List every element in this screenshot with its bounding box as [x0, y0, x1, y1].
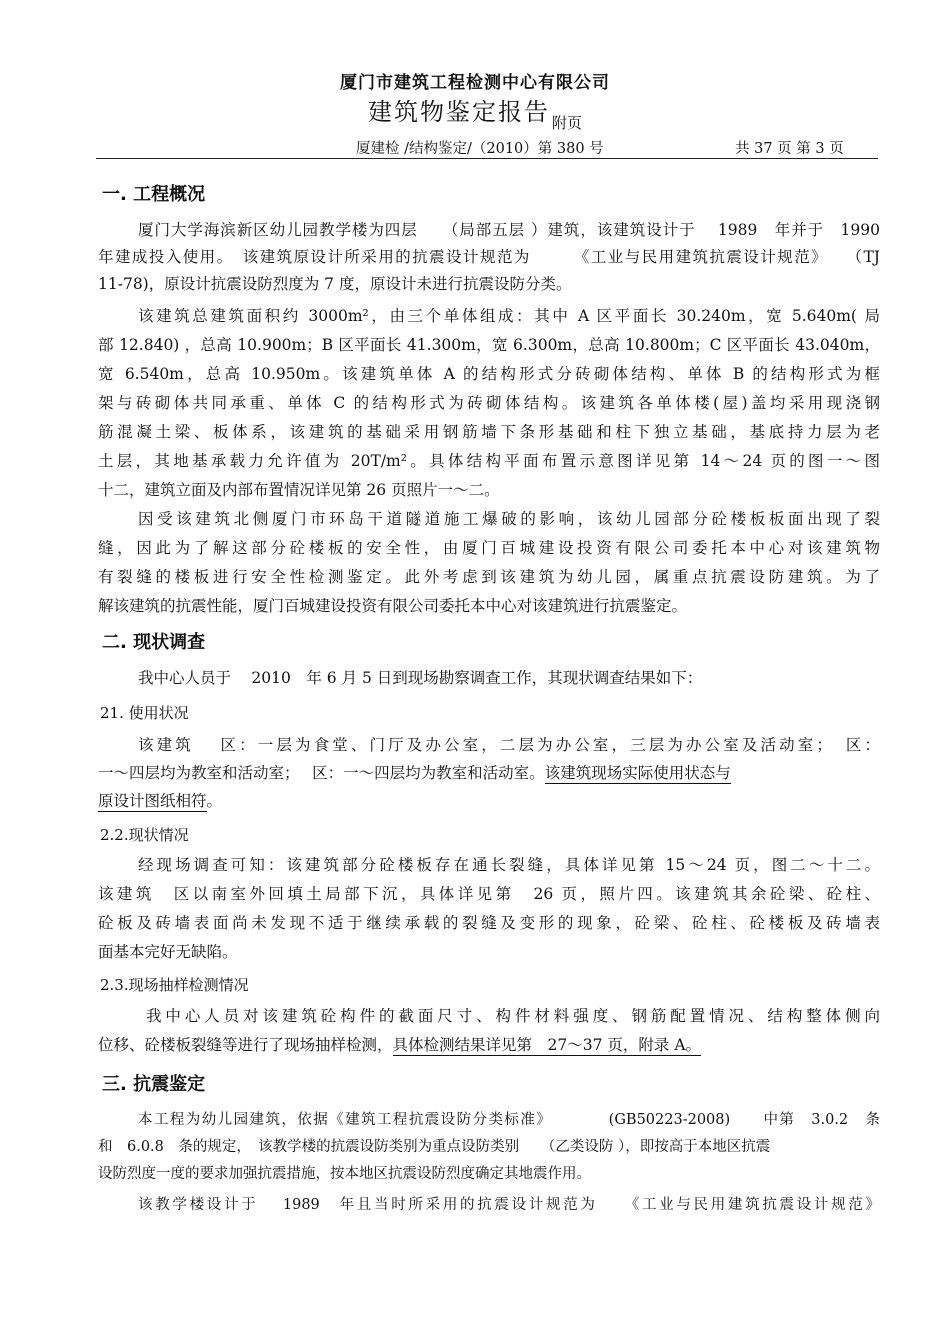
section-heading-survey: 二. 现状调查 [102, 632, 206, 653]
paragraph-line: 十二，建筑立面及内部布置情况详见第 26 页照片一～二。 [98, 481, 500, 499]
subsection-heading: 2.2.现状情况 [100, 826, 189, 844]
paragraph-line [98, 1033, 880, 1057]
organization-name: 厦门市建筑工程检测中心有限公司 [340, 73, 610, 93]
paragraph-line: 因受该建筑北侧厦门市环岛干道隧道施工爆破的影响，该幼儿园部分砼楼板板面出现了裂 [138, 510, 880, 528]
underlined-text: 原设计图纸相符 [98, 792, 207, 810]
paragraph-line: 部 12.840) ，总高 10.900m；B 区平面长 41.300m，宽 6.300m，总高 10.800m；C 区平面长 43.040m， [98, 336, 880, 354]
underlined-text: 具体检测结果详见第 27～37 页，附录 A。 [392, 1036, 702, 1054]
section-heading-overview: 一. 工程概况 [102, 184, 206, 205]
paragraph-line: 解该建筑的抗震性能，厦门百城建设投资有限公司委托本中心对该建筑进行抗震鉴定。 [98, 597, 688, 615]
paragraph-line: 砼板及砖墙表面尚未发现不适于继续承载的裂缝及变形的现象，砼梁、砼柱、砼楼板及砖墙表 [98, 914, 880, 932]
paragraph-line [98, 789, 880, 813]
paragraph-line: 有裂缝的楼板进行安全性检测鉴定。此外考虑到该建筑为幼儿园，属重点抗震设防建筑。为了 [98, 568, 880, 586]
paragraph-line: 本工程为幼儿园建筑，依据《建筑工程抗震设防分类标准》 (GB50223-2008) 中第 3.0.2 条 [138, 1112, 880, 1128]
paragraph-line: 我中心人员于 2010 年 6 月 5 日到现场勘察调查工作，其现状调查结果如下： [138, 669, 703, 687]
paragraph-line: 设防烈度一度的要求加强抗震措施，按本地区抗震设防烈度确定其地震作用。 [98, 1166, 591, 1182]
subsection-heading: 2.3.现场抽样检测情况 [100, 976, 249, 994]
report-title-text: 建筑物鉴定报告 [367, 98, 550, 126]
paragraph-line: 该建筑总建筑面积约 3000m²，由三个单体组成：其中 A 区平面长 30.240m，宽 5.640m( 局 [138, 307, 880, 325]
text-run: 位移、砼楼板裂缝等进行了现场抽样检测， [98, 1036, 393, 1054]
text-run: 。 [206, 792, 223, 810]
underlined-text: 该建筑现场实际使用状态与 [544, 764, 731, 782]
report-subtitle: 附页 [551, 114, 582, 132]
paragraph-line: 厦门大学海滨新区幼儿园教学楼为四层 （局部五层 ）建筑，该建筑设计于 1989 年并于 1990 [138, 221, 880, 239]
paragraph-line [98, 761, 880, 785]
paragraph-line: 宽 6.540m，总高 10.950m。该建筑单体 A 的结构形式分砖砌体结构、单体 B 的结构形式为框 [98, 365, 880, 383]
section-heading-seismic: 三. 抗震鉴定 [102, 1074, 206, 1095]
page-info: 共 37 页 第 3 页 [735, 141, 844, 157]
text-run: 一～四层均为教室和活动室； 区：一～四层均为教室和活动室。 [98, 764, 545, 782]
paragraph-line: 该建筑 区以南室外回填土局部下沉，具体详见第 26 页，照片四。该建筑其余砼梁、砼柱、 [98, 885, 880, 903]
paragraph-line: 缝，因此为了解这部分砼楼板的安全性，由厦门百城建设投资有限公司委托本中心对该建筑物 [98, 539, 880, 557]
report-title [0, 92, 950, 132]
paragraph-line: 该建筑 区：一层为食堂、门厅及办公室，二层为办公室，三层为办公室及活动室； 区： [138, 736, 880, 754]
paragraph-line: 11-78)，原设计抗震设防烈度为 7 度，原设计未进行抗震设防分类。 [98, 275, 572, 293]
paragraph-line: 年建成投入使用。 该建筑原设计所采用的抗震设计规范为 《工业与民用建筑抗震设计规范》 （TJ [98, 248, 880, 266]
subsection-heading: 21. 使用状况 [100, 704, 189, 722]
paragraph-line: 筋混凝土梁、板体系，该建筑的基础采用钢筋墙下条形基础和柱下独立基础，基底持力层为老 [98, 423, 880, 441]
paragraph-line: 架与砖砌体共同承重、单体 C 的结构形式为砖砌体结构。该建筑各单体楼(屋)盖均采用现浇钢 [98, 394, 880, 412]
paragraph-line: 该教学楼设计于 1989 年且当时所采用的抗震设计规范为 《工业与民用建筑抗震设计规范》 [138, 1197, 880, 1213]
paragraph-line: 土层，其地基承载力允许值为 20T/m²。具体结构平面布置示意图详见第 14～24 页的图一～图 [98, 452, 880, 470]
paragraph-line: 经现场调查可知：该建筑部分砼楼板存在通长裂缝，具体详见第 15～24 页，图二～十二。 [138, 856, 880, 874]
header-divider [96, 158, 878, 159]
paragraph-line: 和 6.0.8 条的规定， 该教学楼的抗震设防类别为重点设防类别 （乙类设防 ），即按高于本地区抗震 [98, 1139, 771, 1155]
paragraph-line: 面基本完好无缺陷。 [98, 943, 238, 961]
paragraph-line: 我中心人员对该建筑砼构件的截面尺寸、构件材料强度、钢筋配置情况、结构整体侧向 [146, 1007, 880, 1025]
report-number: 厦建检 /结构鉴定/（2010）第 380 号 [356, 141, 604, 157]
